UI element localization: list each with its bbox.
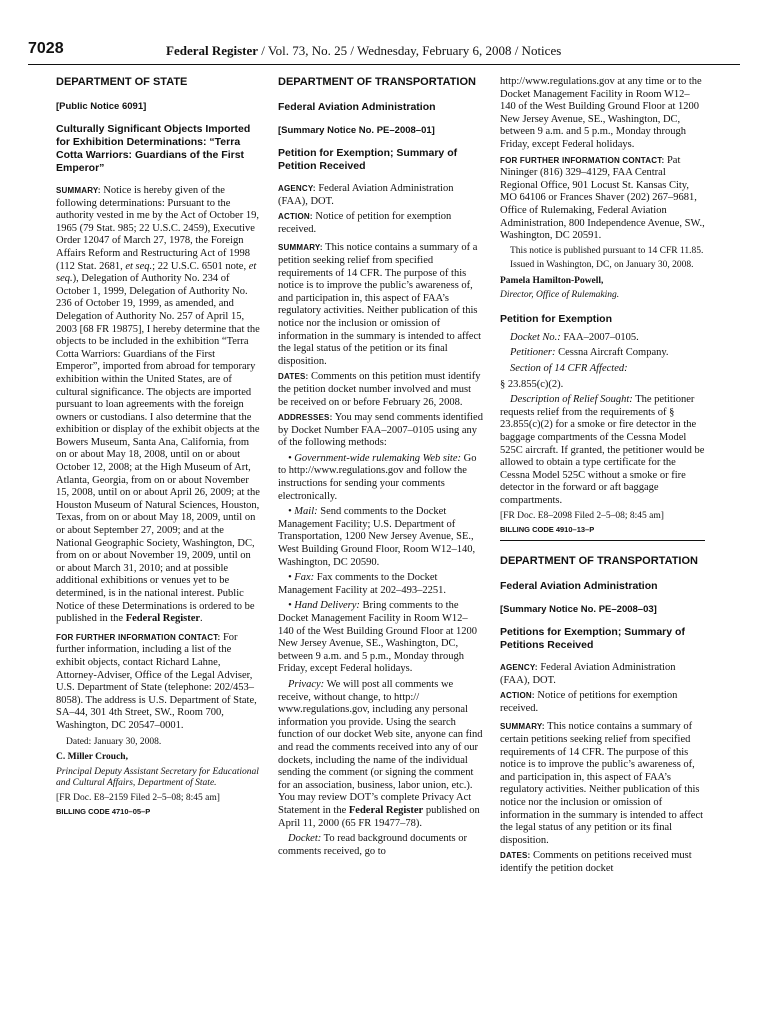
notice-title-2: Petitions for Exemption; Summary of Petitions Received <box>500 626 685 652</box>
signer-title: Director, Office of Rulemaking. <box>500 290 620 301</box>
summary-et-seq: et seq. <box>125 260 153 272</box>
petitioner-line <box>500 347 705 360</box>
dates-label-2: DATES: <box>500 851 531 861</box>
column-3 <box>500 76 705 879</box>
docket-number-label: Docket No.: <box>510 331 561 343</box>
privacy-text-2: published on April 11, 2000 (65 FR 19477–78). <box>278 804 480 829</box>
action-text-2: Notice of petitions for exemption received. <box>500 690 678 714</box>
notice-title: Culturally Significant Objects Imported for Exhibition Determinations: “Terra Cotta Warriors: Guardians of the First Emperor” <box>56 123 251 174</box>
section-value: § 23.855(c)(2). <box>500 378 564 390</box>
billing-code: BILLING CODE 4710–05–P <box>56 807 151 817</box>
fax-method <box>278 572 483 597</box>
dates-label: DATES: <box>278 372 309 382</box>
summary-text: This notice contains a summary of a petition seeking relief from specified requirements of 14 CFR. The purpose of this notice is to improve the public’s awareness of, and participation in, this aspect of FAA’s regulatory activities. Neither publication of this notice nor the inclusion or omission of information in the summary is intended to affect the legal status of the petition or its final disposition. <box>278 242 482 367</box>
section-label: Section of 14 CFR Affected: <box>510 363 628 374</box>
summary-paragraph-2 <box>500 721 705 847</box>
addresses-label: ADDRESSES: <box>278 413 333 423</box>
action-label: ACTION: <box>278 212 313 222</box>
addresses-text: You may send comments identified by Docket Number FAA–2007–0105 using any of the following methods: <box>278 412 483 449</box>
summary-notice-number-2: [Summary Notice No. PE–2008–03] <box>500 604 657 616</box>
fax-method-text: Fax comments to the Docket Management Facility at 202–493–2251. <box>278 572 446 596</box>
summary-text-3: ), Delegation of Authority No. 234 of October 1, 1999, Delegation of Authority No. 236 of October 19, 1999, as amended, and Delegation of Authority No. 257 of April 15, 2003 [68 FR 19875], I hereby determine that the objects to be included in the exhibition “Terra Cotta Warriors: Guardians of the First Emperor”, imported from abroad for temporary exhibition within the United States, are of cultural significance. The objects are imported pursuant to loan agreements with the foreign owners or custodians. I also determine that the exhibition or display of the exhibit objects at the Bowers Museum, Santa Ana, California, from on or about May 18, 2008, until on or about October 12, 2008; at the High Museum of Art, Atlanta, Georgia, from on or about November 15, 2008, until on or about April 26, 2009; at the Houston Museum of Natural Sciences, Houston, Texas, from on or about May 18, 2009, until on or about September 27, 2009; and at the National Geographic Society, Washington, DC, from on or about November 19, 2009, until on or about March 31, 2010; and at possible additional exhibitions or venues yet to be determined, is in the national interest. Public Notice of these Determinations is ordered to be published in the <box>56 273 260 625</box>
dates-paragraph <box>278 371 483 409</box>
dates-text-2: Comments on petitions received must identify the petition docket <box>500 850 692 874</box>
signer-title: Principal Deputy Assistant Secretary for Educational and Cultural Affairs, Department of State. <box>56 766 259 789</box>
privacy-text: We will post all comments we receive, without change, to http:// www.regulations.gov, including any personal information you provide. Using the search function of our docket Web site, anyone can find and read the comments received into any of our dockets, including the name of the individual sending the comment (or signing the comment for an association, business, labor union, etc.). You may review DOT’s complete Privacy Act Statement in the <box>278 678 483 816</box>
contact-text: Pat Nininger (816) 329–4129, FAA Central Regional Office, 901 Locust St. Kansas City, MO 64106 or Frances Shaver (202) 267–9681, Office of Rulemaking, Federal Aviation Administration, 800 Independence Avenue, SW., Washington, DC 20591. <box>500 154 705 242</box>
docket-number-line <box>500 332 705 345</box>
federal-register-ref: Federal Register <box>125 613 201 625</box>
page-header <box>28 40 740 65</box>
issue-info: / Vol. 73, No. 25 / Wednesday, February 6, 2008 / Notices <box>258 43 562 58</box>
web-method-label: • Government-wide rulemaking Web site: <box>288 452 461 464</box>
dates-paragraph-2 <box>500 850 705 875</box>
department-heading-2: DEPARTMENT OF TRANSPORTATION <box>500 555 698 568</box>
billing-code: BILLING CODE 4910–13–P <box>500 525 595 535</box>
header-title <box>166 43 561 59</box>
column-1 <box>56 76 261 830</box>
relief-label: Description of Relief Sought: <box>510 394 633 406</box>
relief-text: The petitioner requests relief from the requirements of § 23.855(c)(2) for a smoke or fire detector in the baggage compartments of the Cessna Model 525C aircraft. If granted, the petitioner would be allowed to obtain a type certificate for the Cessna Model 525C without a smoke or fire detector in the forward or aft baggage compartments. <box>500 394 705 506</box>
page-number: 7028 <box>28 40 64 57</box>
relief-paragraph <box>500 394 705 507</box>
contact-text: For further information, including a list of the exhibit objects, contact Richard Lahne, Attorney-Adviser, Office of the Legal Adviser, U.S. Department of State (telephone: 202/453–8058). The address is U.S. Department of State, SA–44, 301 4th Street, SW., Room 700, Washington, DC 20547–0001. <box>56 631 257 731</box>
dated-line: Dated: January 30, 2008. <box>66 736 162 747</box>
department-heading: DEPARTMENT OF STATE <box>56 76 188 88</box>
hand-delivery-method <box>278 600 483 676</box>
mail-method-label: • Mail: <box>288 506 318 518</box>
agency-label: AGENCY: <box>278 184 316 193</box>
petitioner-label: Petitioner: <box>510 347 556 359</box>
agency-paragraph-2 <box>500 662 705 687</box>
fr-doc-line: [FR Doc. E8–2098 Filed 2–5–08; 8:45 am] <box>500 510 664 521</box>
agency-name-2: Federal Aviation Administration <box>500 580 658 593</box>
signer-name: Pamela Hamilton-Powell, <box>500 275 604 286</box>
addresses-paragraph <box>278 412 483 450</box>
federal-register-ref: Federal Register <box>348 804 424 816</box>
signer-name: C. Miller Crouch, <box>56 752 128 763</box>
summary-label-2: SUMMARY: <box>500 722 545 732</box>
publication-name: Federal Register <box>166 43 259 58</box>
privacy-label: Privacy: <box>288 678 325 690</box>
notice-title: Petition for Exemption; Summary of Petition Received <box>278 147 458 172</box>
summary-end: . <box>200 613 203 625</box>
agency-label-2: AGENCY: <box>500 663 538 673</box>
public-notice-number: [Public Notice 6091] <box>56 101 147 112</box>
department-heading: DEPARTMENT OF TRANSPORTATION <box>278 76 476 88</box>
action-paragraph-2 <box>500 690 705 715</box>
summary-text-2: This notice contains a summary of certain petitions seeking relief from specified requirements of 14 CFR. The purpose of this notice is to improve the public’s awareness of, and participation in, this aspect of FAA’s regulatory activities. Neither publication of this notice nor the inclusion or omission of information in the summary is intended to affect the legal status of any petition or its final disposition. <box>500 721 704 846</box>
action-text: Notice of petition for exemption received. <box>278 211 452 235</box>
web-method-text: Go to http://www.regulations.gov and follow the instructions for sending your comments electronically. <box>278 452 477 502</box>
summary-paragraph <box>56 185 261 626</box>
contact-paragraph <box>500 155 705 243</box>
hand-delivery-label: • Hand Delivery: <box>288 600 360 612</box>
summary-et-seq-2: et seq. <box>56 260 257 285</box>
fr-doc-line: [FR Doc. E8–2159 Filed 2–5–08; 8:45 am] <box>56 792 220 803</box>
hand-delivery-text: Bring comments to the Docket Management Facility in Room W12–140 of the West Building Ground Floor at 1200 New Jersey Avenue, SE., Washington, DC, between 9 a.m. and 5 p.m., Monday through Friday, except Federal holidays. <box>278 600 478 675</box>
summary-paragraph <box>278 242 483 368</box>
summary-label: SUMMARY: <box>278 243 323 253</box>
privacy-paragraph <box>278 679 483 830</box>
issued-line: Issued in Washington, DC, on January 30, 2008. <box>510 260 694 271</box>
column-2 <box>278 76 483 861</box>
summary-text-2: ; 22 U.S.C. 6501 note, <box>152 260 249 272</box>
docket-text: To read background documents or comments received, go to <box>278 833 467 857</box>
agency-text-2: Federal Aviation Administration (FAA), DOT. <box>500 662 676 686</box>
mail-method <box>278 506 483 569</box>
petition-heading: Petition for Exemption <box>500 312 613 325</box>
petitioner-value: Cessna Aircraft Company. <box>555 347 669 359</box>
contact-label: FOR FURTHER INFORMATION CONTACT: <box>56 632 221 642</box>
agency-paragraph <box>278 183 483 208</box>
summary-notice-number: [Summary Notice No. PE–2008–01] <box>278 125 435 136</box>
published-note: This notice is published pursuant to 14 CFR 11.85. <box>510 245 704 256</box>
docket-continued: http://www.regulations.gov at any time or to the Docket Management Facility in Room W12–140 of the West Building Ground Floor at 1200 New Jersey Avenue, SE., Washington, DC, between 9 a.m. and 5 p.m., Monday through Friday, except Federal holidays. <box>500 76 702 150</box>
agency-name: Federal Aviation Administration <box>278 101 436 113</box>
agency-text: Federal Aviation Administration (FAA), DOT. <box>278 183 454 207</box>
docket-paragraph <box>278 833 483 858</box>
action-paragraph <box>278 211 483 236</box>
summary-label: SUMMARY: <box>56 186 101 195</box>
section-line <box>500 363 705 376</box>
summary-text: Notice is hereby given of the following determinations: Pursuant to the authority vested in me by the Act of October 19, 1965 (79 Stat. 985; 22 U.S.C. 2459), Executive Order 12047 of March 27, 1978, the Foreign Affairs Reform and Restructuring Act of 1998 (112 Stat. 2681, <box>56 185 259 272</box>
web-method <box>278 453 483 503</box>
mail-method-text: Send comments to the Docket Management Facility; U.S. Department of Transportation, 1200 New Jersey Avenue, SE., West Building Ground Floor, Room W12–140, Washington, DC 20590. <box>278 506 476 568</box>
action-label-2: ACTION: <box>500 691 535 701</box>
docket-label: Docket: <box>288 833 322 845</box>
contact-paragraph <box>56 632 261 733</box>
section-divider <box>500 540 705 541</box>
dates-text: Comments on this petition must identify the petition docket number involved and must be received on or before February 26, 2008. <box>278 371 481 408</box>
docket-number-value: FAA–2007–0105. <box>560 331 639 343</box>
contact-label: FOR FURTHER INFORMATION CONTACT: <box>500 155 665 165</box>
fax-method-label: • Fax: <box>288 572 315 584</box>
